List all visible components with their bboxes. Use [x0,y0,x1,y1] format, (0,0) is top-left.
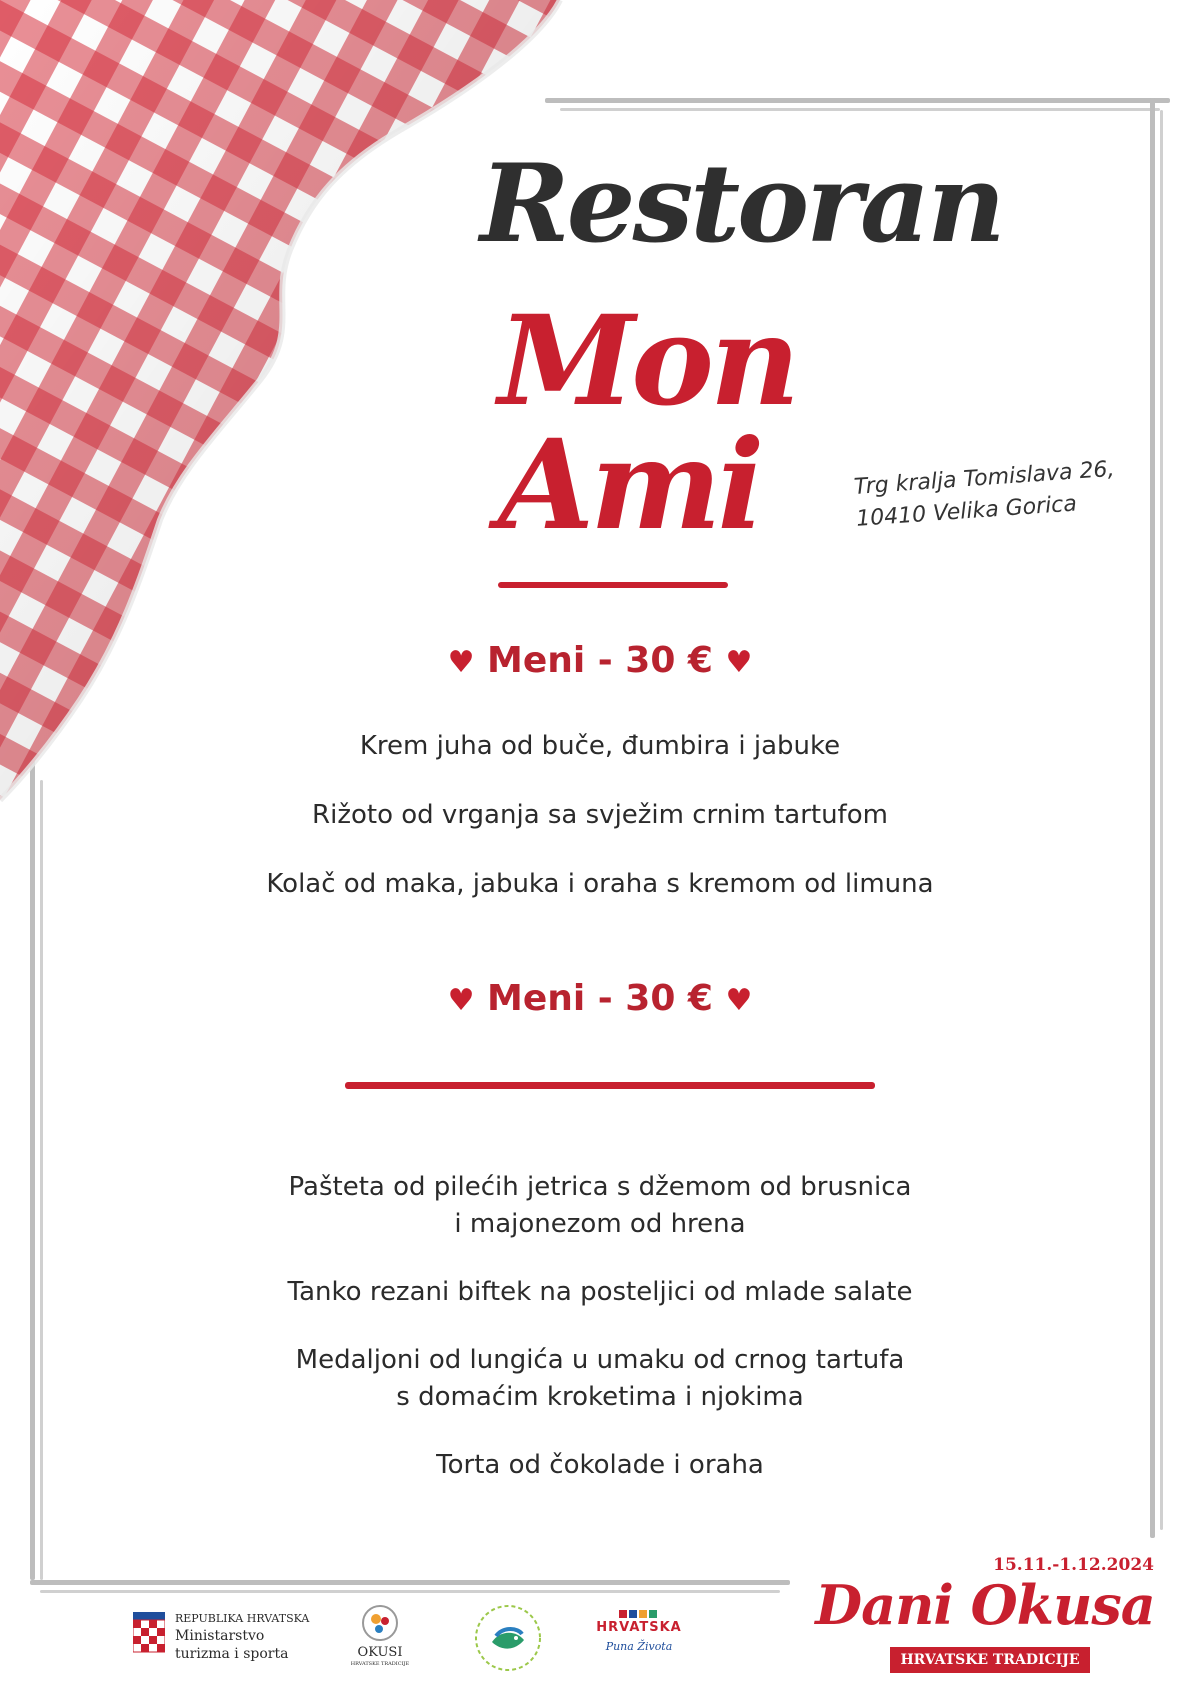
heart-icon: ♥ [447,983,475,1018]
address-line2: 10410 Velika Gorica [855,491,1078,532]
menu-item: i majonezom od hrena [454,1209,746,1239]
brush-divider [345,1082,875,1089]
brush-divider [498,582,728,588]
menu-heading [0,978,1200,1019]
ministry-line2: Ministarstvo [175,1628,265,1644]
hrvatska-logo [594,1608,684,1668]
heart-icon: ♥ [725,645,753,680]
hrvatska-squares-icon [619,1608,659,1620]
event-dates: 15.11.-1.12.2024 [993,1555,1154,1575]
event-sub-banner [890,1647,1090,1673]
okusi-logo [348,1603,412,1673]
dani-okusa-logo [800,1555,1160,1680]
menu-item: Tanko rezani biftek na posteljici od mlade salate [287,1277,913,1307]
menu-heading-text: Meni - 30 € [487,640,713,681]
ministry-line1: REPUBLIKA HRVATSKA [175,1612,310,1625]
menu-heading [0,640,1200,681]
okusi-sub: HRVATSKE TRADICIJE [350,1661,410,1667]
croatian-coat-of-arms-icon [133,1612,165,1656]
tz-emblem-icon [470,1600,546,1676]
event-title: Dani Okusa [815,1573,1155,1637]
menu-item: Torta od čokolade i oraha [436,1450,764,1480]
ministry-line3: turizma i sporta [175,1646,289,1662]
event-sub: HRVATSKE TRADICIJE [900,1652,1080,1668]
menu-item: Pašteta od pilećih jetrica s džemom od brusnica [288,1172,912,1202]
menu-item: Krem juha od buče, đumbira i jabuke [359,731,841,761]
restaurant-title-line1: Restoran [480,141,1003,267]
menu-item: s domaćim kroketima i njokima [396,1382,804,1412]
okusi-label: OKUSI [357,1645,403,1660]
menu-heading-text: Meni - 30 € [487,978,713,1019]
heart-icon: ♥ [725,983,753,1018]
tz-zagreb-county-logo [470,1600,546,1676]
okusi-emblem-icon [360,1603,400,1643]
address-line1: Trg kralja Tomislava 26, [853,456,1116,500]
menu-item: Medaljoni od lungića u umaku od crnog tartufa [295,1345,905,1375]
restaurant-title-line2: Mon Ami [498,289,797,558]
heart-icon: ♥ [447,645,475,680]
hrvatska-label: HRVATSKA [596,1620,682,1635]
hrvatska-sub: Puna Života [605,1640,673,1653]
menu-item: Kolač od maka, jabuka i oraha s kremom od limuna [266,869,934,899]
menu-item: Rižoto od vrganja sa svježim crnim tartufom [312,800,888,830]
